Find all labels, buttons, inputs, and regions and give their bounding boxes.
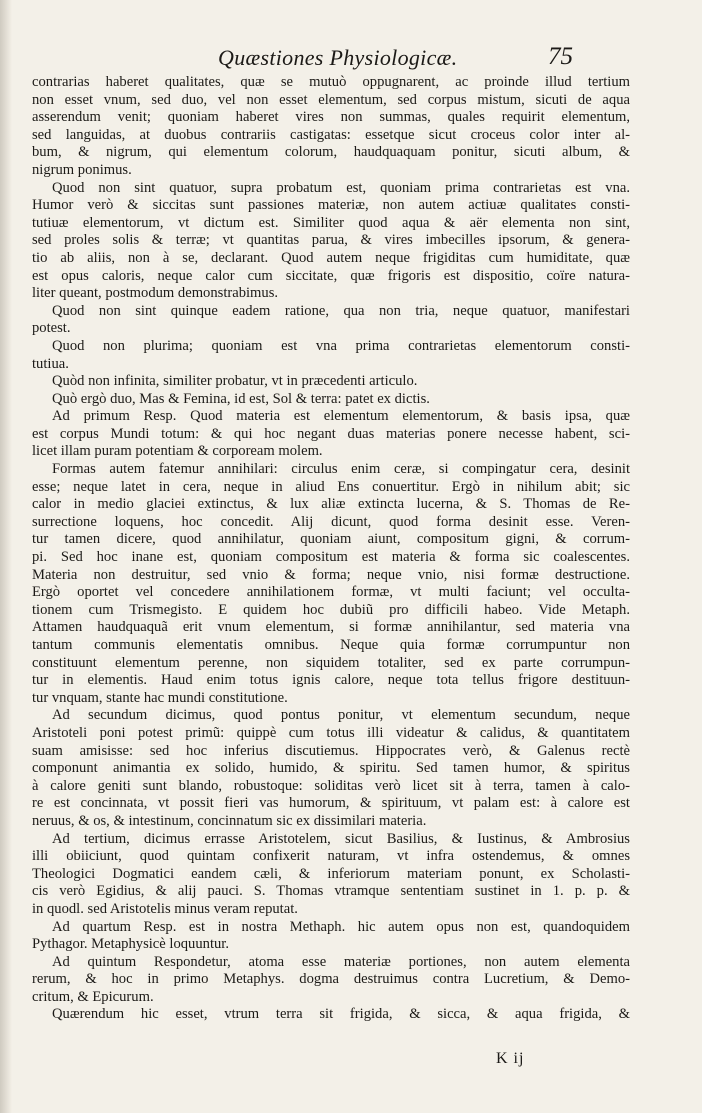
text-line: Formas autem fatemur annihilari: circulus enim ceræ, si compingatur cera, desinit <box>52 461 630 478</box>
text-line: est opus caloris, neque calor cum siccitate, quæ frigoris est dispositio, coïre natura- <box>32 267 630 284</box>
text-line: pi. Sed hoc inane est, quoniam compositum est materia & forma sic coalescentes. <box>32 549 630 566</box>
text-line: Humor verò & siccitas sunt passiones materiæ, non autem actiuæ qualitates consti- <box>32 197 630 214</box>
text-line: Pythagor. Metaphysicè loquuntur. <box>32 936 229 953</box>
text-line: sed languidas, at duobus contrariis castigatas: essetque sicut croceus color inter al- <box>32 126 630 143</box>
text-line: Theologici Dogmatici eandem cæli, & inferiorum materiam ponunt, ex Scholasti- <box>32 865 630 882</box>
text-line: Ergò oportet vel concedere annihilationem formæ, vt multi faciunt; vel occulta- <box>32 584 630 601</box>
text-line: tutiuæ elementorum, vt dictum est. Similiter quod aqua & aër elementa non sint, <box>32 214 630 231</box>
text-line: constituunt elementum perenne, non siquidem totaliter, sed ex parte corrumpun- <box>32 654 630 671</box>
text-line: Quòd non infinita, similiter probatur, vt in præcedenti articulo. <box>52 373 418 390</box>
text-line: tur in elementis. Haud enim totus ignis calore, neque tota tellus frigore destituun- <box>32 672 630 689</box>
text-line: tionem cum Trismegisto. E quidem hoc dubiũ pro difficili habeo. Vide Metaph. <box>32 601 630 618</box>
text-line: Attamen haudquaquã erit vnum elementum, si formæ annihilantur, sed materia vna <box>32 619 630 636</box>
text-line: Ad quintum Respondetur, atoma esse materiæ portiones, non autem elementa <box>52 953 630 970</box>
catchword-signature: K ij <box>496 1050 525 1067</box>
text-line: Quò ergò duo, Mas & Femina, id est, Sol & terra: patet ex dictis. <box>52 390 430 407</box>
text-line: liter queant, postmodum demonstrabimus. <box>32 285 279 302</box>
text-line: sed proles solis & terræ; vt quantitas parua, & vires imbecilles ipsorum, & genera- <box>32 232 630 249</box>
text-line: Materia non destruitur, sed vnio & forma; neque vnio, nisi formæ destructione. <box>32 566 630 583</box>
text-line: tantum communis elementatis omnibus. Neque quia formæ corrumpuntur non <box>32 637 630 653</box>
text-line: à calore geniti sunt blando, robustoque: soliditas verò licet sit à terra, tamen à calo- <box>32 777 630 794</box>
text-line: tutiua. <box>32 355 69 372</box>
text-line: potest. <box>32 320 71 337</box>
text-line: licet illam puram potentiam & corpoream molem. <box>32 443 323 460</box>
text-body <box>32 74 630 1024</box>
text-line: tur tamen dicere, quod annihilatur, quoniam aiunt, compositum gigni, & corrum- <box>32 531 630 548</box>
text-line: contrarias haberet qualitates, quæ se mutuò oppugnarent, ac proinde illud tertium <box>32 74 630 90</box>
text-line: illi obiiciunt, quod quintam confixerit naturam, vt infra ostendemus, & omnes <box>32 848 630 865</box>
text-line: calor in medio glaciei extinctus, & lux aliæ extincta lucerna, & S. Thomas de Re- <box>32 496 630 513</box>
text-line: neruus, & os, & intestinum, concinnatum sic ex dissimilari materia. <box>32 812 427 829</box>
text-line: tur vnquam, stante hac mundi constitutione. <box>32 689 288 706</box>
text-line: in quodl. sed Aristotelis minus veram reputat. <box>32 900 298 917</box>
text-line: componunt animantia ex solido, humido, & spiritu. Sed tamen humor, & spiritus <box>32 760 630 777</box>
page-number: 75 <box>548 43 573 70</box>
text-line: esse; neque latet in cera, neque in aliud Ens conuertitur. Ergò in nihilum abit; sic <box>32 478 630 495</box>
text-line: est corpus Mundi totum: & qui hoc negant duas materias ponere necesse habent, sci- <box>32 425 630 442</box>
text-line: Quærendum hic esset, vtrum terra sit frigida, & sicca, & aqua frigida, & <box>52 1006 630 1023</box>
text-line: Ad quartum Resp. est in nostra Methaph. hic autem opus non est, quandoquidem <box>52 918 630 935</box>
text-line: non esset vnum, sed duo, vel non esset elementum, sed corpus mistum, sicuti de aqua <box>32 91 630 108</box>
text-line: Quod non sint quinque eadem ratione, qua non tria, neque quatuor, manifestari <box>52 302 630 319</box>
text-line: suam amisisse: sed hoc inferius discutiemus. Hippocrates verò, & Galenus rectè <box>32 742 630 759</box>
text-line: asserendum venit; quoniam haberet vires non summas, quales requirit elementum, <box>32 109 630 126</box>
page-gutter-shadow <box>0 0 12 1113</box>
text-line: tio ab aliis, non à se, declarant. Quod autem neque frigiditas cum humiditate, quæ <box>32 249 630 266</box>
running-title: Quæstiones Physiologicæ. <box>218 45 458 70</box>
text-line: Quod non sint quatuor, supra probatum est, quoniam prima contrarietas est vna. <box>52 179 630 196</box>
text-line: Ad tertium, dicimus errasse Aristotelem, sicut Basilius, & Iustinus, & Ambrosius <box>52 830 630 847</box>
text-line: surrectione loquens, hoc concedit. Alij dicunt, quod forma desinit esse. Veren- <box>32 513 630 530</box>
text-line: critum, & Epicurum. <box>32 988 154 1005</box>
text-line: cis verò Egidius, & alij pauci. S. Thomas vtramque sententiam sustinet in 1. p. p. & <box>32 883 630 900</box>
page-header <box>0 43 702 73</box>
text-line: re est concinnata, vt possit fieri vas humorum, & spirituum, vt palam est: à calore est <box>32 795 630 812</box>
text-line: Ad secundum dicimus, quod pontus ponitur, vt elementum secundum, neque <box>52 707 630 724</box>
text-line: bum, & nigrum, qui elementum colorum, haudquaquam ponitur, sicuti album, & <box>32 144 630 161</box>
text-line: Ad primum Resp. Quod materia est elementum elementorum, & basis ipsa, quæ <box>52 408 630 425</box>
text-line: Quod non plurima; quoniam est vna prima contrarietas elementorum consti- <box>52 337 630 354</box>
text-line: Aristoteli poni potest primũ: quippè cum totus illi videatur & calidus, & quantitatem <box>32 724 630 741</box>
text-line: rerum, & hoc in primo Metaphys. dogma destruimus contra Lucretium, & Demo- <box>32 971 630 988</box>
text-line: nigrum ponimus. <box>32 161 132 178</box>
